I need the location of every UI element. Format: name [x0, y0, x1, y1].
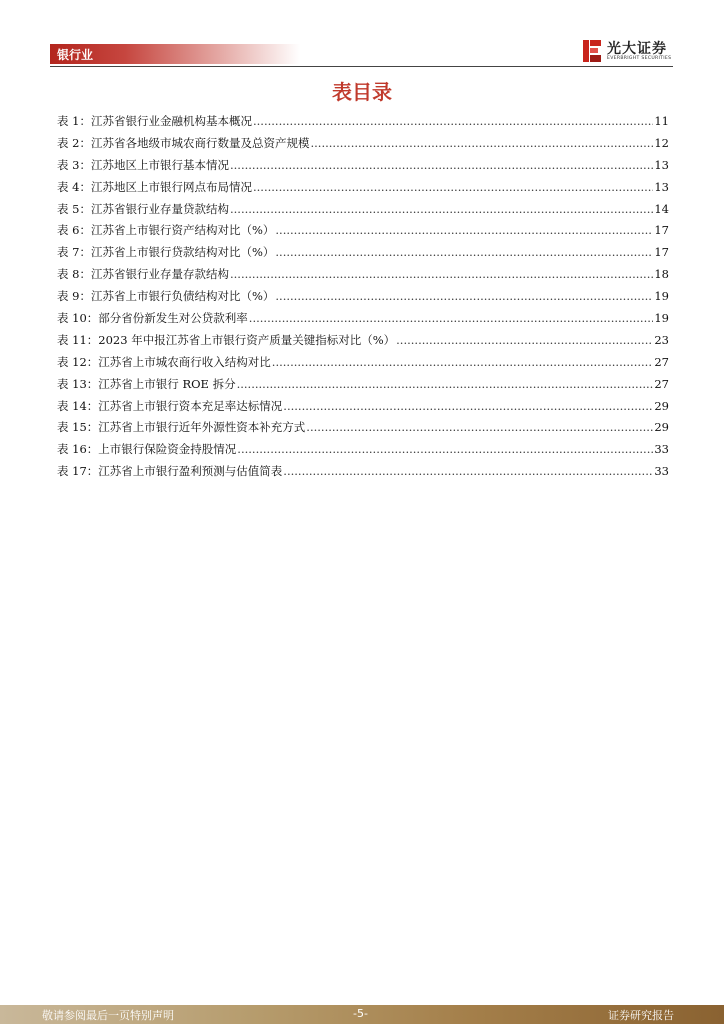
toc-entry-page: 13	[654, 179, 669, 194]
toc-entry-page: 27	[654, 376, 669, 391]
toc-entry-label: 表 9：江苏省上市银行负债结构对比（%）	[57, 289, 275, 304]
toc-entry[interactable]	[57, 352, 669, 374]
toc-entry[interactable]	[57, 396, 669, 418]
section-tag-label: 银行业	[57, 48, 94, 62]
page-title: 表目录	[332, 80, 392, 104]
toc-entry-label: 表 4：江苏地区上市银行网点布局情况	[57, 179, 252, 194]
toc-entry[interactable]	[57, 220, 669, 242]
toc-entry-label: 表 7：江苏省上市银行贷款结构对比（%）	[57, 245, 275, 260]
toc-entry-page: 18	[654, 267, 669, 282]
toc-entry-label: 表 10：部分省份新发生对公贷款利率	[57, 311, 248, 326]
toc-dot-leader	[283, 396, 653, 418]
toc-dot-leader	[230, 155, 653, 177]
toc-entry-page: 19	[654, 311, 669, 326]
toc-dot-leader	[283, 461, 653, 483]
toc-entry-label: 表 13：江苏省上市银行 ROE 拆分	[57, 376, 236, 391]
toc-entry-page: 17	[654, 245, 669, 260]
toc-entry-label: 表 8：江苏省银行业存量存款结构	[57, 267, 229, 282]
toc-entry-label: 表 5：江苏省银行业存量贷款结构	[57, 201, 229, 216]
toc-entry-label: 表 16：上市银行保险资金持股情况	[57, 442, 237, 457]
toc-entry[interactable]	[57, 439, 669, 461]
toc-dot-leader	[237, 439, 653, 461]
toc-entry[interactable]	[57, 242, 669, 264]
footer-report-type: 证券研究报告	[608, 1009, 674, 1022]
everbright-logo-icon	[581, 38, 603, 64]
section-tag	[50, 44, 300, 64]
toc-entry-page: 33	[654, 442, 669, 457]
toc-entry-label: 表 14：江苏省上市银行资本充足率达标情况	[57, 398, 283, 413]
toc-entry[interactable]	[57, 111, 669, 133]
company-logo	[581, 38, 676, 66]
toc-entry[interactable]	[57, 461, 669, 483]
toc-entry-label: 表 1：江苏省银行业金融机构基本概况	[57, 114, 252, 128]
toc-entry-label: 表 2：江苏省各地级市城农商行数量及总资产规模	[57, 135, 310, 150]
toc-entry-label: 表 12：江苏省上市城农商行收入结构对比	[57, 354, 271, 369]
toc-entry[interactable]	[57, 417, 669, 439]
toc-entry[interactable]	[57, 308, 669, 330]
toc-dot-leader	[396, 330, 653, 352]
toc-entry-page: 33	[654, 464, 669, 479]
toc-dot-leader	[272, 352, 654, 374]
toc-entry[interactable]	[57, 264, 669, 286]
toc-entry-page: 29	[654, 420, 669, 435]
logo-chinese-name: 光大证券	[607, 41, 667, 57]
toc-entry[interactable]	[57, 177, 669, 199]
toc-dot-leader	[306, 417, 653, 439]
toc-entry-page: 27	[654, 354, 669, 369]
toc-entry-label: 表 11：2023 年中报江苏省上市银行资产质量关键指标对比（%）	[57, 332, 396, 347]
toc-entry[interactable]	[57, 374, 669, 396]
toc-dot-leader	[230, 199, 653, 221]
toc-entry-page: 19	[654, 289, 669, 304]
toc-entry-label: 表 17：江苏省上市银行盈利预测与估值简表	[57, 464, 283, 479]
toc-dot-leader	[275, 286, 653, 308]
toc-entry-label: 表 15：江苏省上市银行近年外源性资本补充方式	[57, 420, 306, 435]
toc-dot-leader	[253, 177, 653, 199]
toc-dot-leader	[253, 111, 653, 133]
toc-dot-leader	[275, 220, 653, 242]
toc-entry-page: 23	[654, 332, 669, 347]
logo-english-name: EVERBRIGHT SECURITIES	[607, 56, 672, 61]
toc-entry-page: 12	[654, 135, 669, 150]
toc-entry[interactable]	[57, 133, 669, 155]
toc-entry[interactable]	[57, 155, 669, 177]
toc-dot-leader	[310, 133, 653, 155]
toc-entry-label: 表 3：江苏地区上市银行基本情况	[57, 157, 229, 172]
toc-entry[interactable]	[57, 199, 669, 221]
toc-dot-leader	[237, 374, 654, 396]
toc-entry-page: 29	[654, 398, 669, 413]
footer-disclaimer: 敬请参阅最后一页特别声明	[42, 1009, 174, 1022]
toc-entry-page: 11	[654, 114, 669, 128]
toc-dot-leader	[275, 242, 653, 264]
toc-entry[interactable]	[57, 286, 669, 308]
toc-entry-page: 14	[654, 201, 669, 216]
header-divider	[50, 66, 673, 67]
toc-dot-leader	[249, 308, 654, 330]
table-of-tables	[57, 111, 669, 483]
toc-entry-page: 13	[654, 157, 669, 172]
footer-bar	[0, 1005, 724, 1024]
footer-page-number: -5-	[353, 1007, 368, 1020]
toc-entry[interactable]	[57, 330, 669, 352]
toc-dot-leader	[230, 264, 653, 286]
toc-entry-page: 17	[654, 223, 669, 238]
toc-entry-label: 表 6：江苏省上市银行资产结构对比（%）	[57, 223, 275, 238]
